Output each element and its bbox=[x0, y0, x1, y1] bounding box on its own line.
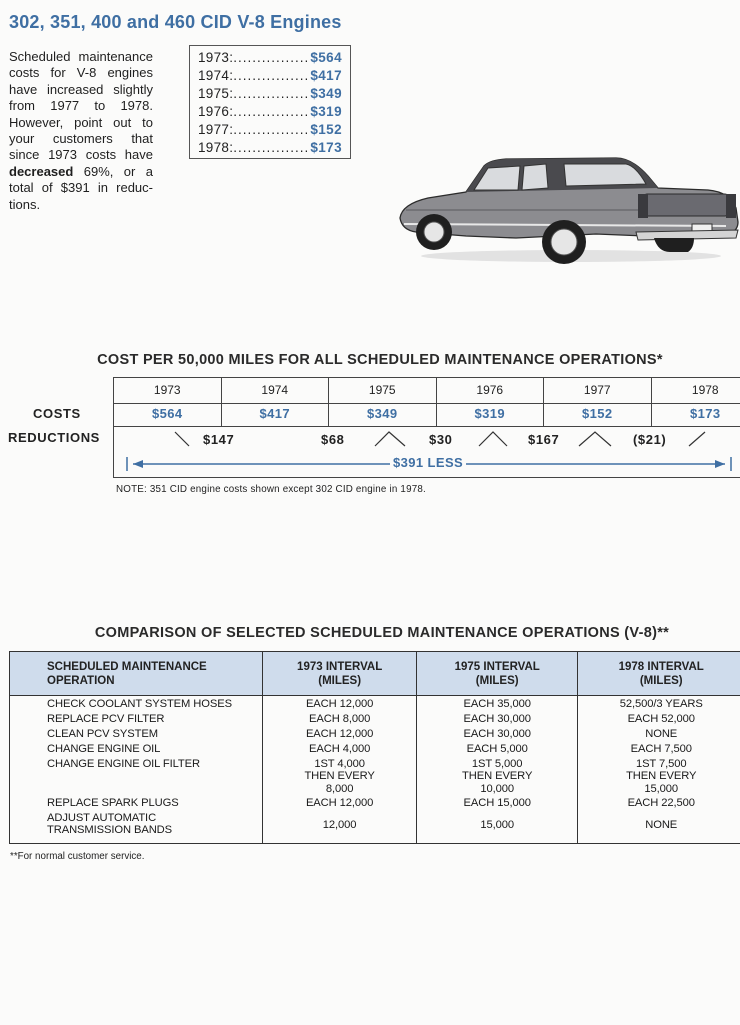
interval-1973-cell: EACH 12,000 bbox=[305, 728, 374, 740]
total-arrow-head-right bbox=[715, 460, 725, 468]
operation-cell: CHANGE ENGINE OIL bbox=[47, 743, 161, 755]
interval-1973-cell: EACH 12,000 bbox=[305, 698, 374, 710]
interval-1975-cell: EACH 35,000 bbox=[463, 698, 531, 710]
year-cell: 1977 bbox=[544, 378, 652, 403]
leader-dots bbox=[233, 85, 310, 103]
header-text: SCHEDULED MAINTENANCE OPERATION bbox=[47, 661, 207, 687]
header-1973-interval bbox=[263, 652, 417, 695]
interval-1973-column bbox=[263, 695, 417, 843]
cost-line bbox=[198, 103, 342, 121]
intro-text-bold: decreased bbox=[9, 163, 74, 179]
reduction-value: $68 bbox=[321, 432, 345, 447]
interval-1978-column bbox=[578, 695, 740, 843]
leader-dots bbox=[233, 49, 310, 67]
intro-text-1: Scheduled maintenance costs for V-8 engines have increased slightly from 1977 to 1978. However, point out to your customers that since 1973 costs have bbox=[9, 49, 153, 163]
cost-line bbox=[198, 49, 342, 67]
cost-cell: $349 bbox=[329, 403, 437, 426]
yearly-cost-box bbox=[189, 45, 351, 159]
decrease-stroke bbox=[375, 432, 405, 446]
operation-column bbox=[10, 695, 263, 843]
reductions-row-label: REDUCTIONS bbox=[8, 430, 100, 445]
cost-cell: $173 bbox=[689, 406, 721, 421]
leader-dots bbox=[233, 103, 310, 121]
year-cell: 1975 bbox=[329, 378, 437, 403]
interval-1973-cell: EACH 8,000 bbox=[309, 713, 371, 725]
operation-cell: CLEAN PCV SYSTEM bbox=[47, 728, 158, 740]
interval-1978-cell: EACH 22,500 bbox=[627, 797, 695, 809]
total-reduction-label: $391 LESS bbox=[390, 455, 466, 470]
comparison-section-title: COMPARISON OF SELECTED SCHEDULED MAINTENANCE OPERATIONS (V-8)** bbox=[94, 625, 670, 641]
interval-1975-cell: 1ST 5,000 THEN EVERY 10,000 bbox=[462, 758, 533, 795]
cost-cell: $417 bbox=[222, 403, 330, 426]
cost-amount: $152 bbox=[310, 122, 342, 137]
reduction-value: $147 bbox=[203, 432, 235, 447]
cost-amount: $319 bbox=[310, 104, 342, 119]
reduction-value: $167 bbox=[528, 432, 560, 447]
intro-text-2: 69%, or a total of $391 in reductions. bbox=[9, 163, 153, 212]
decrease-stroke bbox=[479, 432, 507, 446]
header-text: 1978 INTERVAL (MILES) bbox=[618, 661, 704, 687]
cost-year: 1974: bbox=[198, 68, 234, 83]
cost-amount: $349 bbox=[310, 86, 342, 101]
interval-1978-cell: 1ST 7,500 THEN EVERY 15,000 bbox=[626, 758, 697, 795]
header-1975-interval bbox=[417, 652, 579, 695]
total-arrow-head-left bbox=[133, 460, 143, 468]
leader-dots bbox=[233, 139, 310, 157]
interval-1975-cell: EACH 30,000 bbox=[463, 713, 531, 725]
cost-line bbox=[198, 85, 342, 103]
operation-cell: REPLACE PCV FILTER bbox=[47, 713, 165, 725]
interval-1978-cell: EACH 52,000 bbox=[627, 713, 695, 725]
leader-dots bbox=[233, 121, 310, 139]
year-cell: 1973 bbox=[114, 378, 222, 403]
year-cell: 1978 bbox=[691, 383, 719, 397]
decrease-stroke bbox=[579, 432, 611, 446]
interval-1975-cell: EACH 15,000 bbox=[463, 797, 531, 809]
maintenance-comparison-table bbox=[9, 651, 740, 844]
interval-1973-cell: 12,000 bbox=[322, 819, 357, 831]
interval-1973-cell: 1ST 4,000 THEN EVERY 8,000 bbox=[304, 758, 375, 795]
operation-cell: CHECK COOLANT SYSTEM HOSES bbox=[47, 698, 232, 710]
interval-1975-cell: EACH 30,000 bbox=[463, 728, 531, 740]
header-text: 1973 INTERVAL (MILES) bbox=[297, 661, 383, 687]
interval-1978-cell: NONE bbox=[645, 819, 678, 831]
decrease-stroke bbox=[175, 432, 189, 446]
increase-stroke bbox=[689, 432, 705, 446]
cost-year: 1975: bbox=[198, 86, 234, 101]
header-operation bbox=[10, 652, 263, 695]
header-text: 1975 INTERVAL (MILES) bbox=[454, 661, 540, 687]
costs-row bbox=[114, 403, 740, 427]
cost-year: 1978: bbox=[198, 140, 234, 155]
header-1978-interval bbox=[578, 652, 740, 695]
engine-note: NOTE: 351 CID engine costs shown except 302 CID engine in 1978. bbox=[116, 484, 426, 495]
interval-1978-cell: NONE bbox=[645, 728, 678, 740]
year-cell: 1974 bbox=[222, 378, 330, 403]
intro-paragraph bbox=[9, 49, 153, 213]
cost-line bbox=[198, 139, 342, 157]
cost-line bbox=[198, 67, 342, 85]
interval-1978-cell: 52,500/3 YEARS bbox=[619, 698, 703, 710]
interval-1978-cell: EACH 7,500 bbox=[630, 743, 692, 755]
interval-1973-cell: EACH 12,000 bbox=[305, 797, 374, 809]
cost-year: 1976: bbox=[198, 104, 234, 119]
interval-1975-column bbox=[417, 695, 579, 843]
reduction-value: ($21) bbox=[633, 432, 667, 447]
interval-1975-cell: 15,000 bbox=[480, 819, 514, 831]
operation-cell: CHANGE ENGINE OIL FILTER bbox=[47, 758, 201, 770]
reduction-value: $30 bbox=[429, 432, 453, 447]
sedan-car-illustration bbox=[396, 152, 740, 267]
costs-row-label: COSTS bbox=[33, 406, 81, 421]
cost-amount: $417 bbox=[310, 68, 342, 83]
table-header-row bbox=[10, 652, 740, 696]
cost-amount: $173 bbox=[310, 140, 342, 155]
table-body bbox=[10, 695, 740, 843]
cost-year: 1977: bbox=[198, 122, 234, 137]
cost-amount: $564 bbox=[310, 50, 342, 65]
cost-section-title: COST PER 50,000 MILES FOR ALL SCHEDULED MAINTENANCE OPERATIONS* bbox=[97, 352, 663, 368]
page-title: 302, 351, 400 and 460 CID V-8 Engines bbox=[9, 12, 342, 32]
cost-cell: $152 bbox=[544, 403, 652, 426]
cost-cell: $564 bbox=[114, 403, 222, 426]
operation-cell: ADJUST AUTOMATIC TRANSMISSION BANDS bbox=[47, 812, 173, 837]
leader-dots bbox=[233, 67, 310, 85]
interval-1975-cell: EACH 5,000 bbox=[466, 743, 528, 755]
cost-cell: $319 bbox=[437, 403, 545, 426]
cost-line bbox=[198, 121, 342, 139]
years-row bbox=[114, 378, 740, 404]
interval-1973-cell: EACH 4,000 bbox=[309, 743, 371, 755]
year-cell: 1976 bbox=[437, 378, 545, 403]
operation-cell: REPLACE SPARK PLUGS bbox=[47, 797, 179, 809]
cost-year: 1973: bbox=[198, 50, 234, 65]
footnote: **For normal customer service. bbox=[10, 851, 145, 862]
